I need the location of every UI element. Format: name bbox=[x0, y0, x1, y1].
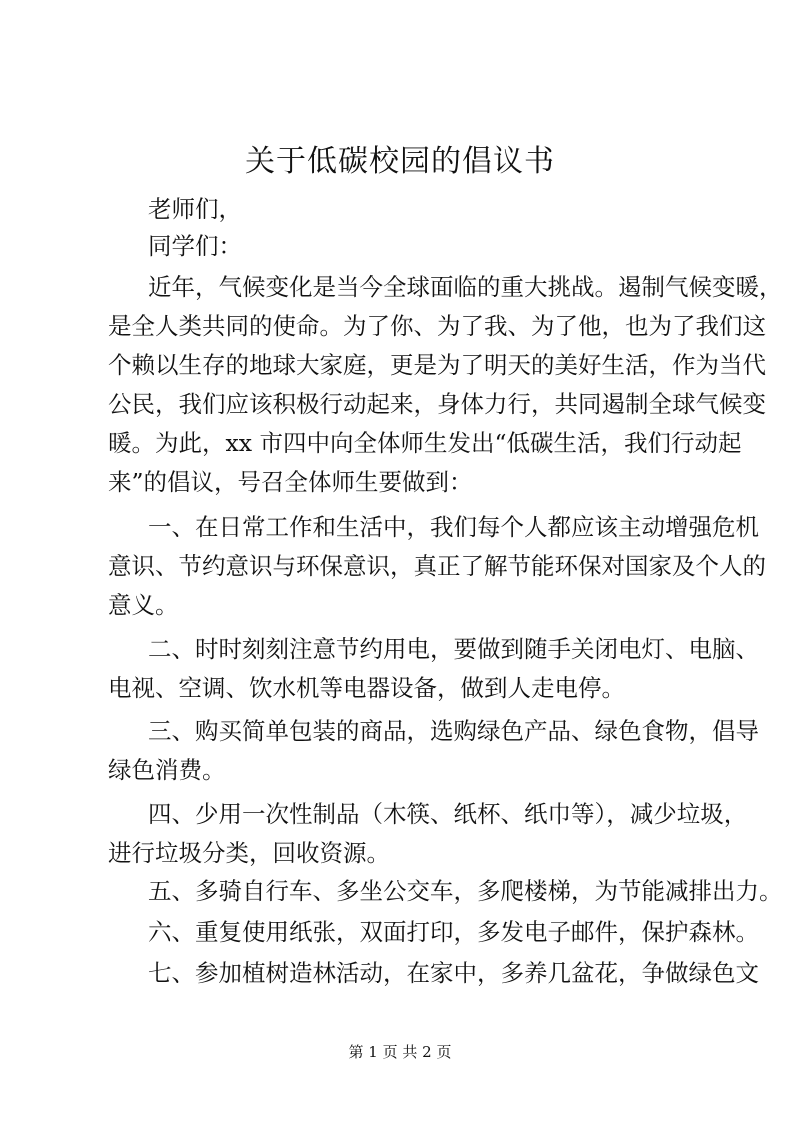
paragraph-8-line-1: 七、参加植树造林活动，在家中，多养几盆花，争做绿色文 bbox=[148, 959, 759, 987]
paragraph-1-line-4: 公民，我们应该积极行动起来，身体力行，共同遏制全球气候变 bbox=[108, 390, 766, 418]
document-title: 关于低碳校园的倡议书 bbox=[245, 144, 555, 179]
paragraph-4-line-1: 三、购买简单包装的商品，选购绿色产品、绿色食物，倡导 bbox=[148, 717, 759, 745]
paragraph-1-line-2: 是全人类共同的使命。为了你、为了我、为了他，也为了我们这 bbox=[108, 312, 766, 340]
paragraph-4-line-2: 绿色消费。 bbox=[108, 756, 226, 784]
paragraph-3-line-2: 电视、空调、饮水机等电器设备，做到人走电停。 bbox=[108, 674, 625, 702]
paragraph-5-line-1: 四、少用一次性制品（木筷、纸杯、纸巾等），减少垃圾， bbox=[148, 800, 748, 828]
page-footer: 第 1 页 共 2 页 bbox=[348, 1043, 452, 1061]
paragraph-2-line-2: 意识、节约意识与环保意识，真正了解节能环保对国家及个人的 bbox=[108, 552, 766, 580]
greeting-teachers: 老师们， bbox=[148, 195, 242, 223]
greeting-students: 同学们： bbox=[148, 232, 242, 260]
paragraph-2-line-3: 意义。 bbox=[108, 591, 179, 619]
paragraph-6-line-1: 五、多骑自行车、多坐公交车，多爬楼梯，为节能减排出力。 bbox=[148, 877, 783, 905]
paragraph-1-line-6: 来”的倡议，号召全体师生要做到： bbox=[108, 468, 473, 496]
paragraph-7-line-1: 六、重复使用纸张，双面打印，多发电子邮件，保护森林。 bbox=[148, 918, 759, 946]
paragraph-2-line-1: 一、在日常工作和生活中，我们每个人都应该主动增强危机 bbox=[148, 513, 759, 541]
paragraph-1-line-1: 近年，气候变化是当今全球面临的重大挑战。遏制气候变暖， bbox=[148, 273, 783, 301]
paragraph-5-line-2: 进行垃圾分类，回收资源。 bbox=[108, 839, 390, 867]
paragraph-1-line-3: 个赖以生存的地球大家庭，更是为了明天的美好生活，作为当代 bbox=[108, 351, 766, 379]
paragraph-1-line-5: 暖。为此，xx 市四中向全体师生发出“低碳生活，我们行动起 bbox=[108, 429, 742, 457]
paragraph-3-line-1: 二、时时刻刻注意节约用电，要做到随手关闭电灯、电脑、 bbox=[148, 635, 759, 663]
